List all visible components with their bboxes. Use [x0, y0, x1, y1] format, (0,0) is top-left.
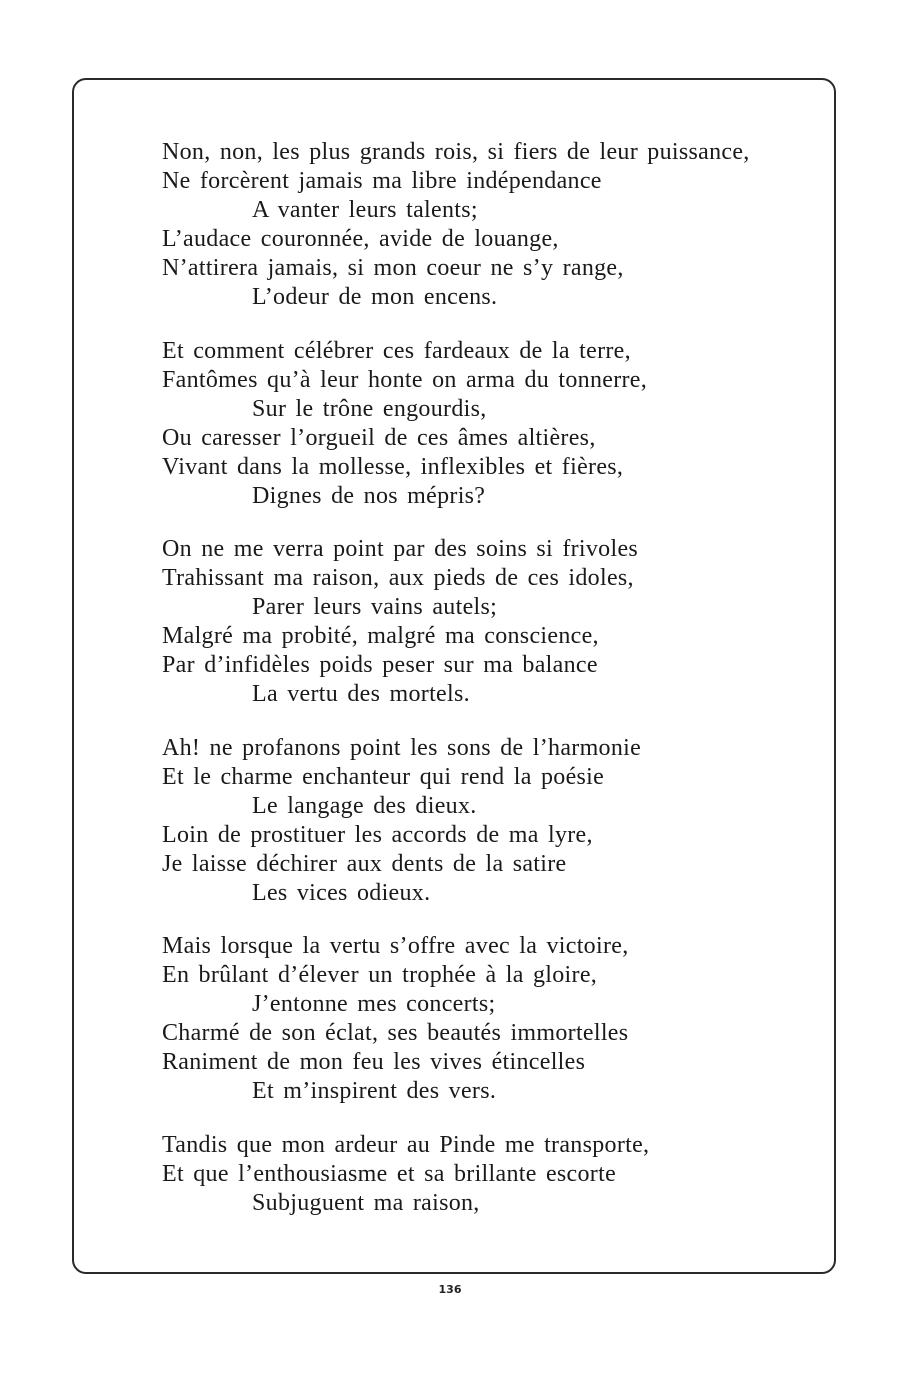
stanza — [162, 932, 822, 1106]
poem-line: Par d’infidèles poids peser sur ma balance — [162, 652, 598, 678]
poem-line: En brûlant d’élever un trophée à la gloire, — [162, 962, 598, 988]
poem-text — [162, 138, 822, 1242]
poem-line-indented: A vanter leurs talents; — [252, 197, 478, 223]
poem-line: N’attirera jamais, si mon coeur ne s’y range, — [162, 255, 624, 281]
poem-line-indented: L’odeur de mon encens. — [252, 284, 498, 310]
poem-line: Fantômes qu’à leur honte on arma du tonnerre, — [162, 366, 648, 393]
stanza — [162, 535, 822, 709]
poem-line: Et le charme enchanteur qui rend la poésie — [162, 763, 605, 790]
page-number: 136 — [438, 1283, 462, 1296]
poem-line: Ah! ne profanons point les sons de l’harmonie — [162, 734, 642, 761]
poem-line: Trahissant ma raison, aux pieds de ces idoles, — [162, 565, 634, 591]
poem-line: Raniment de mon feu les vives étincelles — [162, 1049, 586, 1075]
poem-line: Ne forcèrent jamais ma libre indépendance — [162, 168, 602, 194]
poem-line-indented: Parer leurs vains autels; — [252, 594, 498, 620]
stanza — [162, 138, 822, 312]
poem-line: Non, non, les plus grands rois, si fiers de leur puissance, — [162, 139, 750, 165]
poem-line: Je laisse déchirer aux dents de la satire — [162, 850, 567, 877]
stanza — [162, 337, 822, 511]
poem-line-indented: J’entonne mes concerts; — [252, 991, 496, 1017]
stanza — [162, 734, 822, 908]
poem-line-indented: Subjuguent ma raison, — [252, 1189, 480, 1216]
poem-line-indented: Dignes de nos mépris? — [252, 482, 486, 509]
poem-line-indented: La vertu des mortels. — [252, 681, 470, 707]
poem-line: Mais lorsque la vertu s’offre avec la victoire, — [162, 933, 629, 959]
poem-line: On ne me verra point par des soins si frivoles — [162, 536, 639, 562]
poem-line-indented: Les vices odieux. — [252, 879, 431, 906]
poem-line-indented: Et m’inspirent des vers. — [252, 1078, 497, 1104]
poem-line: Charmé de son éclat, ses beautés immortelles — [162, 1020, 629, 1046]
poem-line: Vivant dans la mollesse, inflexibles et fières, — [162, 453, 624, 480]
poem-line: Et que l’enthousiasme et sa brillante escorte — [162, 1160, 617, 1187]
poem-line: Malgré ma probité, malgré ma conscience, — [162, 623, 599, 649]
poem-line: L’audace couronnée, avide de louange, — [162, 226, 559, 252]
poem-line: Ou caresser l’orgueil de ces âmes altières, — [162, 424, 596, 451]
stanza — [162, 1131, 822, 1218]
poem-line: Tandis que mon ardeur au Pinde me transporte, — [162, 1131, 650, 1158]
poem-line-indented: Sur le trône engourdis, — [252, 395, 487, 422]
poem-line: Et comment célébrer ces fardeaux de la terre, — [162, 337, 631, 364]
poem-line-indented: Le langage des dieux. — [252, 792, 477, 819]
poem-line: Loin de prostituer les accords de ma lyre, — [162, 821, 593, 848]
